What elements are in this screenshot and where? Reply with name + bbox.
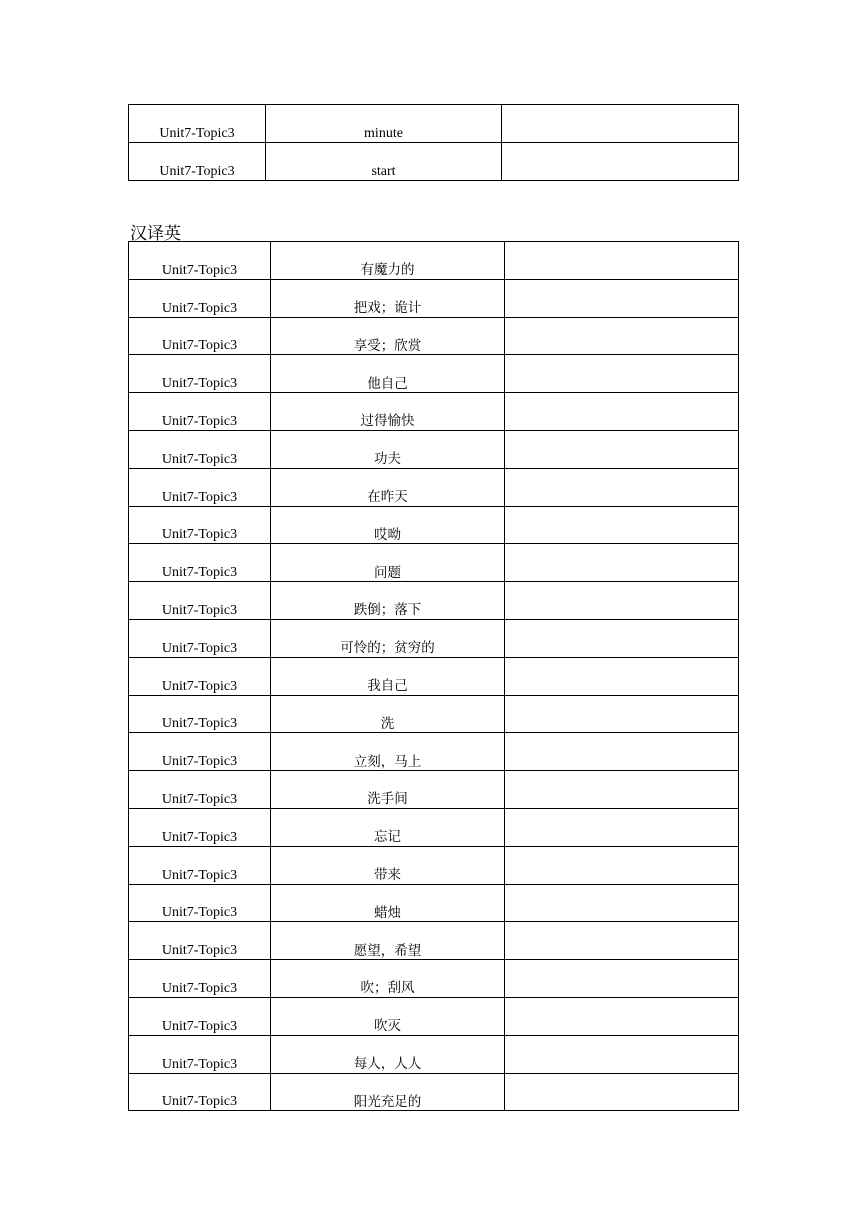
- table-row: [129, 657, 739, 695]
- table-row: [129, 582, 739, 620]
- unit-cell: Unit7-Topic3: [129, 619, 271, 657]
- word-cell: 我自己: [271, 657, 505, 695]
- table-row: [129, 1073, 739, 1111]
- word-cell: 阳光充足的: [271, 1073, 505, 1111]
- unit-cell: Unit7-Topic3: [129, 393, 271, 431]
- table-row: [129, 242, 739, 280]
- unit-cell: Unit7-Topic3: [129, 846, 271, 884]
- unit-cell: Unit7-Topic3: [129, 884, 271, 922]
- unit-cell: Unit7-Topic3: [129, 1035, 271, 1073]
- table-row: [129, 619, 739, 657]
- answer-cell[interactable]: [505, 997, 739, 1035]
- answer-cell[interactable]: [505, 733, 739, 771]
- answer-cell[interactable]: [505, 279, 739, 317]
- unit-cell: Unit7-Topic3: [129, 657, 271, 695]
- word-cell: 忘记: [271, 808, 505, 846]
- unit-cell: Unit7-Topic3: [129, 582, 271, 620]
- unit-cell: Unit7-Topic3: [129, 143, 266, 181]
- answer-cell[interactable]: [505, 582, 739, 620]
- unit-cell: Unit7-Topic3: [129, 808, 271, 846]
- english-to-chinese-table-body: [129, 105, 739, 181]
- table-row: [129, 997, 739, 1035]
- word-cell: 问题: [271, 544, 505, 582]
- unit-cell: Unit7-Topic3: [129, 279, 271, 317]
- word-cell: minute: [266, 105, 502, 143]
- unit-cell: Unit7-Topic3: [129, 997, 271, 1035]
- table-row: [129, 317, 739, 355]
- word-cell: start: [266, 143, 502, 181]
- unit-cell: Unit7-Topic3: [129, 430, 271, 468]
- word-cell: 洗手间: [271, 771, 505, 809]
- chinese-to-english-table: [128, 241, 739, 1111]
- word-cell: 他自己: [271, 355, 505, 393]
- answer-cell[interactable]: [505, 1073, 739, 1111]
- section-heading: 汉译英: [130, 224, 181, 244]
- table-row: [129, 922, 739, 960]
- unit-cell: Unit7-Topic3: [129, 317, 271, 355]
- word-cell: 有魔力的: [271, 242, 505, 280]
- table-row: [129, 393, 739, 431]
- table-row: [129, 771, 739, 809]
- table-row: [129, 506, 739, 544]
- table-row: [129, 884, 739, 922]
- answer-cell[interactable]: [505, 922, 739, 960]
- word-cell: 享受；欣赏: [271, 317, 505, 355]
- unit-cell: Unit7-Topic3: [129, 695, 271, 733]
- word-cell: 过得愉快: [271, 393, 505, 431]
- table-row: [129, 430, 739, 468]
- answer-cell[interactable]: [505, 771, 739, 809]
- word-cell: 可怜的；贫穷的: [271, 619, 505, 657]
- answer-cell[interactable]: [505, 506, 739, 544]
- table-row: [129, 355, 739, 393]
- answer-cell[interactable]: [505, 430, 739, 468]
- table-row: [129, 960, 739, 998]
- word-cell: 跌倒；落下: [271, 582, 505, 620]
- answer-cell[interactable]: [505, 884, 739, 922]
- answer-cell[interactable]: [505, 695, 739, 733]
- word-cell: 愿望，希望: [271, 922, 505, 960]
- answer-cell[interactable]: [505, 393, 739, 431]
- table-row: [129, 143, 739, 181]
- table-row: [129, 1035, 739, 1073]
- table-row: [129, 733, 739, 771]
- word-cell: 立刻，马上: [271, 733, 505, 771]
- word-cell: 洗: [271, 695, 505, 733]
- table-row: [129, 808, 739, 846]
- answer-cell[interactable]: [505, 544, 739, 582]
- table-row: [129, 105, 739, 143]
- unit-cell: Unit7-Topic3: [129, 771, 271, 809]
- english-to-chinese-table: [128, 104, 739, 181]
- unit-cell: Unit7-Topic3: [129, 105, 266, 143]
- unit-cell: Unit7-Topic3: [129, 960, 271, 998]
- answer-cell[interactable]: [505, 657, 739, 695]
- unit-cell: Unit7-Topic3: [129, 506, 271, 544]
- answer-cell[interactable]: [505, 468, 739, 506]
- answer-cell[interactable]: [505, 846, 739, 884]
- unit-cell: Unit7-Topic3: [129, 468, 271, 506]
- table-row: [129, 279, 739, 317]
- unit-cell: Unit7-Topic3: [129, 733, 271, 771]
- unit-cell: Unit7-Topic3: [129, 1073, 271, 1111]
- unit-cell: Unit7-Topic3: [129, 544, 271, 582]
- word-cell: 带来: [271, 846, 505, 884]
- word-cell: 吹；刮风: [271, 960, 505, 998]
- answer-cell[interactable]: [505, 317, 739, 355]
- word-cell: 在昨天: [271, 468, 505, 506]
- table-row: [129, 468, 739, 506]
- word-cell: 把戏；诡计: [271, 279, 505, 317]
- unit-cell: Unit7-Topic3: [129, 242, 271, 280]
- table-row: [129, 695, 739, 733]
- unit-cell: Unit7-Topic3: [129, 922, 271, 960]
- answer-cell[interactable]: [502, 143, 739, 181]
- word-cell: 吹灭: [271, 997, 505, 1035]
- answer-cell[interactable]: [505, 355, 739, 393]
- word-cell: 每人，人人: [271, 1035, 505, 1073]
- table-row: [129, 846, 739, 884]
- answer-cell[interactable]: [505, 1035, 739, 1073]
- answer-cell[interactable]: [505, 960, 739, 998]
- word-cell: 蜡烛: [271, 884, 505, 922]
- word-cell: 功夫: [271, 430, 505, 468]
- answer-cell[interactable]: [505, 619, 739, 657]
- answer-cell[interactable]: [502, 105, 739, 143]
- answer-cell[interactable]: [505, 242, 739, 280]
- word-cell: 哎呦: [271, 506, 505, 544]
- answer-cell[interactable]: [505, 808, 739, 846]
- unit-cell: Unit7-Topic3: [129, 355, 271, 393]
- chinese-to-english-table-body: [129, 242, 739, 1111]
- table-row: [129, 544, 739, 582]
